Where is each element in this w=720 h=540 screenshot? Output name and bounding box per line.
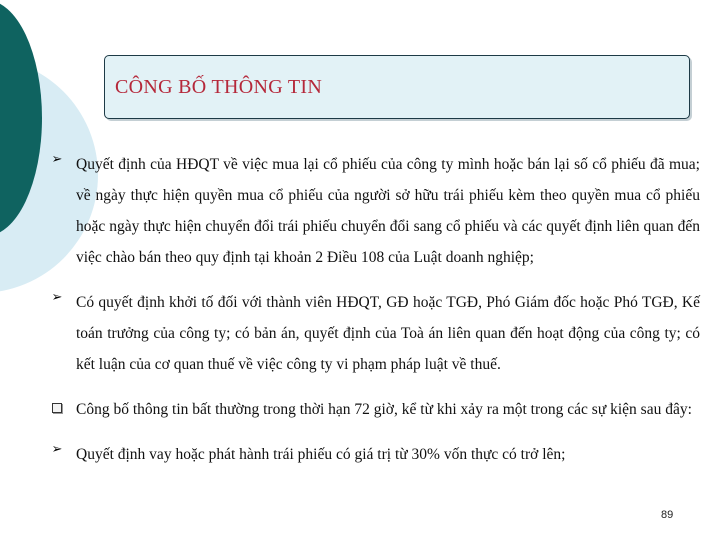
bullet-list	[50, 149, 700, 484]
arrow-bullet-icon: ➢	[51, 151, 63, 166]
list-item	[50, 439, 700, 470]
arrow-bullet-icon: ➢	[51, 289, 63, 304]
list-item-text: Có quyết định khởi tố đối với thành viên HĐQT, GĐ hoặc TGĐ, Phó Giám đốc hoặc Phó TGĐ, Kế toán trưởng của công ty; có bản án, quyết định của Toà án liên quan đến hoạt động của công ty; có kết luận của cơ quan thuế về việc công ty vi phạm pháp luật về thuế.	[76, 294, 700, 373]
page-number: 89	[661, 509, 674, 521]
list-item-text: Quyết định của HĐQT về việc mua lại cổ phiếu của công ty mình hoặc bán lại số cổ phiếu đã mua; về ngày thực hiện quyền mua cổ phiếu của người sở hữu trái phiếu kèm theo quyền mua cổ phiếu hoặc ngày thực hiện chuyển đổi trái phiếu chuyển đổi sang cổ phiếu và các quyết định liên quan đến việc chào bán theo quy định tại khoản 2 Điều 108 của Luật doanh nghiệp;	[76, 156, 700, 266]
title-box	[104, 55, 690, 119]
list-item-text: Công bố thông tin bất thường trong thời hạn 72 giờ, kể từ khi xảy ra một trong các sự kiện sau đây:	[76, 401, 692, 418]
list-item	[50, 149, 700, 273]
list-item-text: Quyết định vay hoặc phát hành trái phiếu có giá trị từ 30% vốn thực có trở lên;	[76, 446, 566, 463]
square-bullet-icon	[52, 403, 62, 413]
arrow-bullet-icon: ➢	[51, 441, 63, 456]
list-item	[50, 287, 700, 380]
slide-title: CÔNG BỐ THÔNG TIN	[115, 76, 323, 98]
list-item	[50, 394, 700, 425]
